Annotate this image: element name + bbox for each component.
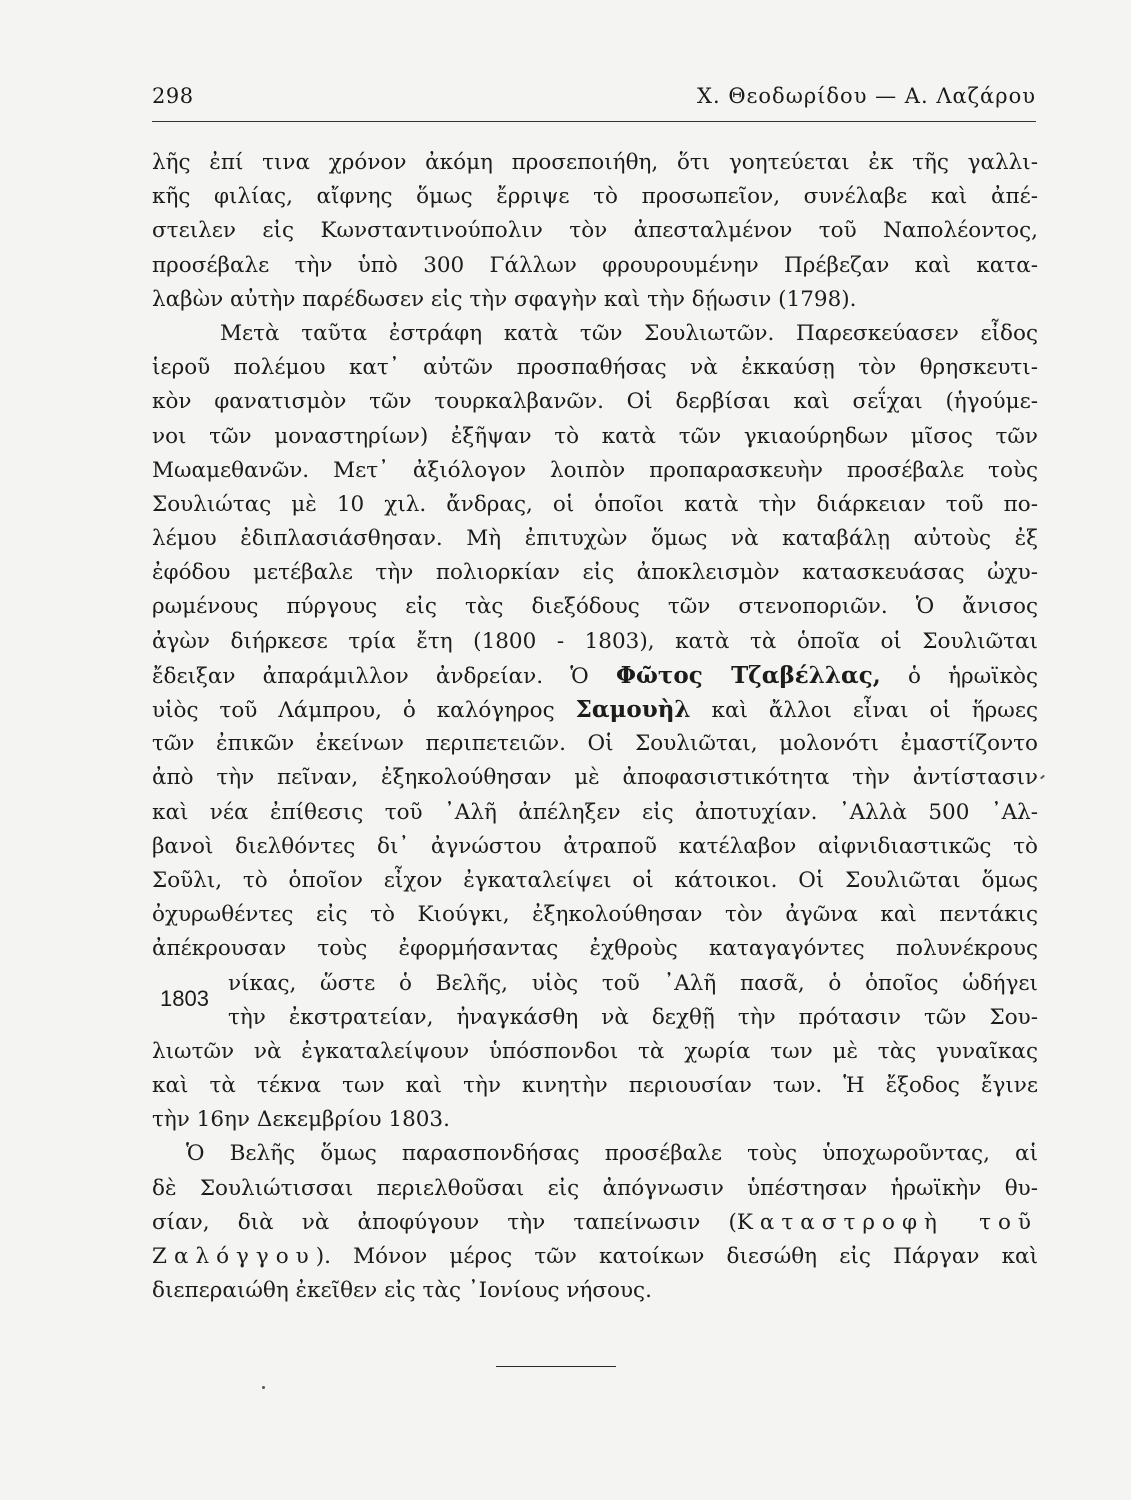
page-header	[152, 84, 1036, 120]
text-line	[152, 659, 1038, 693]
text-line: κῆς φιλίας, αἴφνης ὅμως ἔρριψε τὸ προσωπεῖον, συνέλαβε καὶ ἀπέ-	[152, 184, 1038, 210]
text-line: βανοὶ διελθόντες δι᾽ ἀγνώστου ἀτραποῦ κατέλαβον αἰφνιδιαστικῶς τὸ	[152, 833, 1038, 859]
body-text	[152, 146, 1038, 1308]
text-line: δὲ Σουλιώτισσαι περιελθοῦσαι εἰς ἀπόγνωσιν ὑπέστησαν ἡρωϊκὴν θυ-	[152, 1175, 1038, 1201]
text-line: λῆς ἐπί τινα χρόνον ἀκόμη προσεποιήθη, ὅτι γοητεύεται ἐκ τῆς γαλλι-	[152, 150, 1038, 175]
text-line	[152, 1206, 1038, 1240]
text-line: στειλεν εἰς Κωνσταντινούπολιν τὸν ἀπεσταλμένον τοῦ Ναπολέοντος,	[152, 218, 1038, 244]
text-line: ἀγὼν διήρκεσε τρία ἔτη (1800 - 1803), κατὰ τὰ ὁποῖα οἱ Σουλιῶται	[152, 628, 1038, 654]
running-head: Χ. Θεοδωρίδου — Α. Λαζάρου	[697, 84, 1036, 108]
text-line: προσέβαλε τὴν ὑπὸ 300 Γάλλων φρουρουμένην Πρέβεζαν καὶ κατα-	[152, 252, 1038, 278]
text-line: λαβὼν αὐτὴν παρέδωσεν εἰς τὴν σφαγὴν καὶ τὴν δῄωσιν (1798).	[152, 286, 857, 312]
text-fragment: ἔδειξαν ἀπαράμιλλον ἀνδρείαν. Ὁ	[152, 663, 589, 689]
text-line: τὴν 16ην Δεκεμβρίου 1803.	[152, 1107, 450, 1133]
text-line: Σοῦλι, τὸ ὁποῖον εἶχον ἐγκαταλείψει οἱ κάτοικοι. Οἱ Σουλιῶται ὅμως	[152, 867, 1038, 893]
text-line: καὶ τὰ τέκνα των καὶ τὴν κινητὴν περιουσίαν των. Ἡ ἔξοδος ἔγινε	[152, 1073, 1038, 1099]
text-fragment: καὶ ἄλλοι εἶναι οἱ ἥρωες	[711, 698, 1038, 723]
spaced-emphasis: Καταστροφὴ τοῦ	[736, 1209, 1038, 1235]
text-line: ἀπὸ τὴν πεῖναν, ἐξηκολούθησαν μὲ ἀποφασιστικότητα τὴν ἀντίστασιν	[152, 765, 1038, 791]
text-line: τὴν ἐκστρατείαν, ἠναγκάσθη νὰ δεχθῇ τὴν πρότασιν τῶν Σου-	[228, 1004, 1038, 1030]
text-line: διεπεραιώθη ἐκεῖθεν εἰς τὰς ᾿Ιονίους νήσους.	[152, 1278, 652, 1304]
print-speck	[1040, 775, 1045, 780]
margin-year-note: 1803	[160, 986, 209, 1011]
paragraph-start-line: Ὁ Βελῆς ὅμως παρασπονδήσας προσέβαλε τοὺς ὑποχωροῦντας, αἱ	[186, 1141, 1038, 1167]
text-fragment: ὁ ἡρωϊκὸς	[907, 663, 1038, 689]
text-line: κὸν φανατισμὸν τῶν τουρκαλβανῶν. Οἱ δερβίσαι καὶ σεΐχαι (ἡγούμε-	[152, 389, 1038, 415]
text-line: ἐφόδου μετέβαλε τὴν πολιορκίαν εἰς ἀποκλεισμὸν κατασκευάσας ὠχυ-	[152, 560, 1038, 586]
header-rule	[152, 121, 1036, 122]
paragraph-start-line: Μετὰ ταῦτα ἐστράφη κατὰ τῶν Σουλιωτῶν. Παρεσκεύασεν εἶδος	[220, 320, 1038, 346]
text-line: νίκας, ὥστε ὁ Βελῆς, υἱὸς τοῦ ᾿Αλῆ πασᾶ, ὁ ὁποῖος ὡδήγει	[228, 970, 1038, 996]
text-line: λέμου ἐδιπλασιάσθησαν. Μὴ ἐπιτυχὼν ὅμως νὰ καταβάλῃ αὐτοὺς ἐξ	[152, 526, 1038, 552]
spaced-emphasis: Ζαλόγγου	[152, 1244, 316, 1269]
text-line: καὶ νέα ἐπίθεσις τοῦ ᾿Αλῆ ἀπέληξεν εἰς ἀποτυχίαν. ᾿Αλλὰ 500 ᾿Αλ-	[152, 799, 1038, 825]
text-fragment: σίαν, διὰ νὰ ἀποφύγουν τὴν ταπείνωσιν (	[152, 1209, 737, 1235]
text-line: ὀχυρωθέντες εἰς τὸ Κιούγκι, ἐξηκολούθησαν τὸν ἀγῶνα καὶ πεντάκις	[152, 902, 1038, 928]
text-line	[152, 693, 1038, 727]
text-line	[152, 1240, 1038, 1274]
text-line: νοι τῶν μοναστηρίων) ἐξῆψαν τὸ κατὰ τῶν γκιαούρηδων μῖσος τῶν	[152, 423, 1038, 449]
emphasized-name: Φῶτος Τζαβέλλας,	[615, 661, 881, 689]
text-line: λιωτῶν νὰ ἐγκαταλείψουν ὑπόσπονδοι τὰ χωρία των μὲ τὰς γυναῖκας	[152, 1038, 1038, 1064]
text-line: ἀπέκρουσαν τοὺς ἐφορμήσαντας ἐχθροὺς καταγαγόντες πολυνέκρους	[152, 936, 1038, 962]
text-line: Μωαμεθανῶν. Μετ᾽ ἀξιόλογον λοιπὸν προπαρασκευὴν προσέβαλε τοὺς	[152, 457, 1038, 483]
text-fragment: ). Μόνον μέρος τῶν κατοίκων διεσώθη εἰς Πάργαν καὶ	[315, 1244, 1038, 1269]
text-line: ἱεροῦ πολέμου κατ᾽ αὐτῶν προσπαθήσας νὰ ἐκκαύσῃ τὸν θρησκευτι-	[152, 355, 1038, 381]
page-number: 298	[152, 84, 194, 108]
text-line: ρωμένους πύργους εἰς τὰς διεξόδους τῶν στενοποριῶν. Ὁ ἄνισος	[152, 594, 1038, 620]
section-end-rule	[496, 1366, 616, 1367]
emphasized-name: Σαμουὴλ	[575, 696, 691, 723]
text-line: τῶν ἐπικῶν ἐκείνων περιπετειῶν. Οἱ Σουλιῶται, μολονότι ἐμαστίζοντο	[152, 731, 1038, 757]
text-line: Σουλιώτας μὲ 10 χιλ. ἄνδρας, οἱ ὁποῖοι κατὰ τὴν διάρκειαν τοῦ πο-	[152, 491, 1038, 517]
text-fragment: υἱὸς τοῦ Λάμπρου, ὁ καλόγηρος	[152, 698, 555, 723]
print-speck	[262, 1386, 265, 1389]
